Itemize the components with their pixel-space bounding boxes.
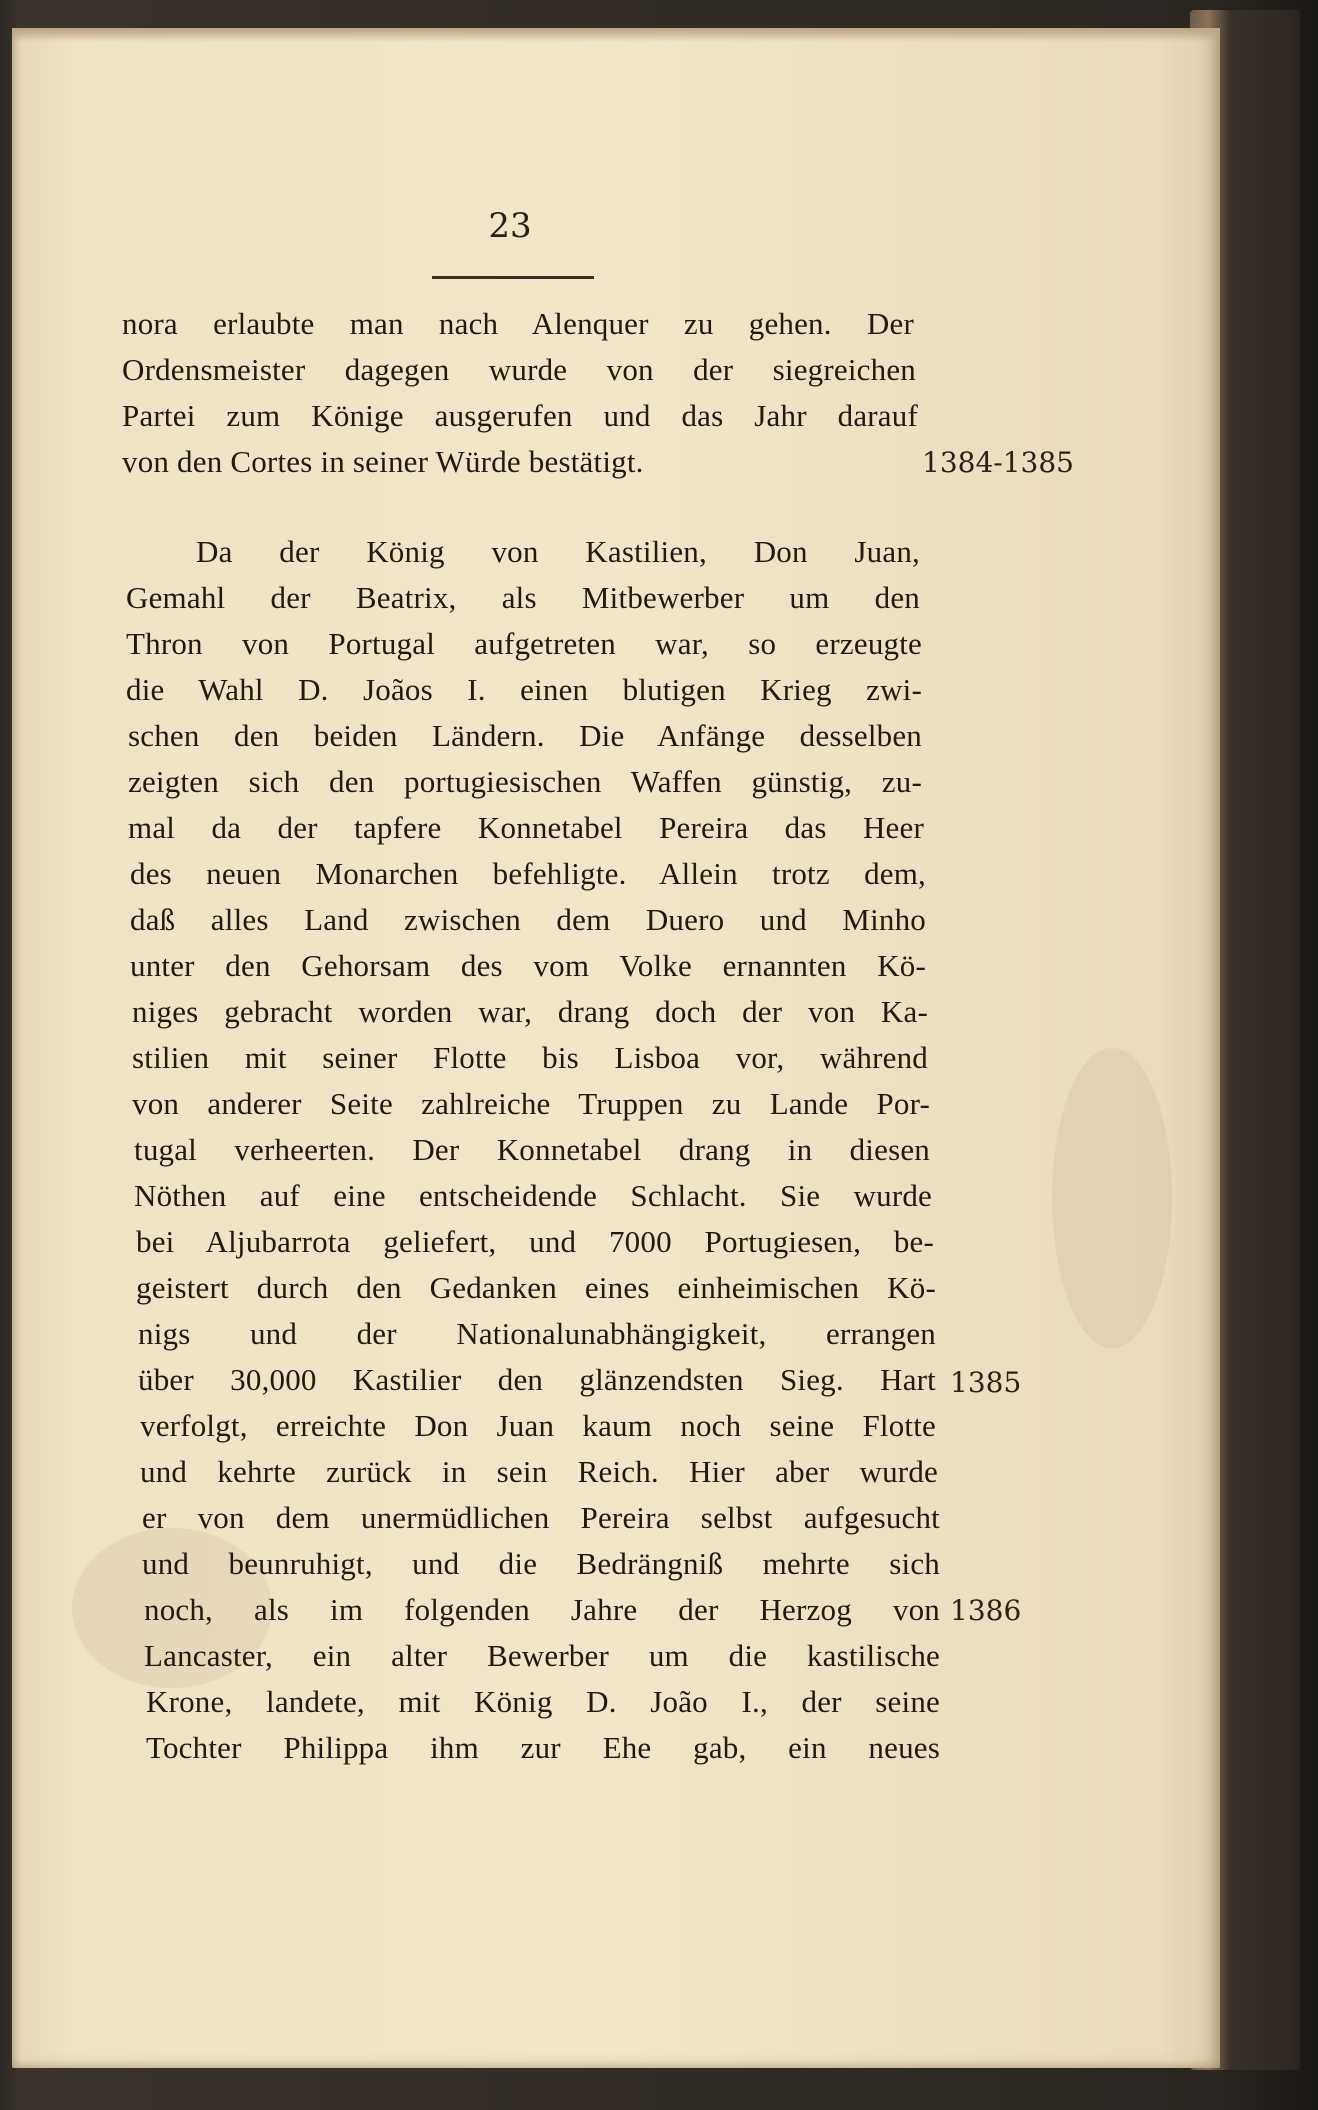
text-line: daß alles Land zwischen dem Duero und Minho (130, 902, 926, 937)
text-line: Lancaster, ein alter Bewerber um die kastilische (144, 1638, 940, 1673)
text-line: Krone, landete, mit König D. João I., der seine (146, 1684, 940, 1719)
text-line: Gemahl der Beatrix, als Mitbewerber um den (126, 580, 920, 615)
text-line: verfolgt, erreichte Don Juan kaum noch seine Flotte (140, 1408, 936, 1443)
text-line: er von dem unermüdlichen Pereira selbst aufgesucht (142, 1500, 940, 1535)
text-line: des neuen Monarchen befehligte. Allein trotz dem, (130, 856, 926, 891)
text-line: noch, als im folgenden Jahre der Herzog von (144, 1592, 940, 1627)
text-line: Da der König von Kastilien, Don Juan, (196, 534, 920, 569)
text-line: und beunruhigt, und die Bedrängniß mehrte sich (142, 1546, 940, 1581)
text-line: Nöthen auf eine entscheidende Schlacht. Sie wurde (134, 1178, 932, 1213)
margin-year-note: 1386 (950, 1594, 1022, 1627)
paper-stain (1052, 1048, 1172, 1348)
text-line: bei Aljubarrota geliefert, und 7000 Portugiesen, be- (136, 1224, 934, 1259)
text-line: über 30,000 Kastilier den glänzendsten Sieg. Hart (138, 1362, 936, 1397)
page-number: 23 (488, 206, 532, 246)
text-line: die Wahl D. Joãos I. einen blutigen Krieg zwi- (126, 672, 922, 707)
text-line: tugal verheerten. Der Konnetabel drang in diesen (134, 1132, 930, 1167)
text-line: Thron von Portugal aufgetreten war, so erzeugte (126, 626, 922, 661)
text-line: Ordensmeister dagegen wurde von der siegreichen (122, 352, 916, 387)
page-number-rule (432, 276, 594, 279)
text-line: zeigten sich den portugiesischen Waffen günstig, zu- (128, 764, 922, 799)
text-line: von anderer Seite zahlreiche Truppen zu Lande Por- (132, 1086, 930, 1121)
text-line: Partei zum Könige ausgerufen und das Jahr darauf (122, 398, 918, 433)
text-line: Tochter Philippa ihm zur Ehe gab, ein neues (146, 1730, 940, 1765)
margin-year-note: 1384-1385 (922, 446, 1074, 479)
text-line: niges gebracht worden war, drang doch der von Ka- (132, 994, 928, 1029)
text-line: stilien mit seiner Flotte bis Lisboa vor, während (132, 1040, 928, 1075)
text-line: nora erlaubte man nach Alenquer zu gehen. Der (122, 306, 914, 341)
text-line: und kehrte zurück in sein Reich. Hier aber wurde (140, 1454, 938, 1489)
page-top-edge (12, 28, 1220, 42)
text-line: von den Cortes in seiner Würde bestätigt. (122, 444, 644, 479)
text-line: nigs und der Nationalunabhängigkeit, errangen (138, 1316, 936, 1351)
text-line: mal da der tapfere Konnetabel Pereira das Heer (128, 810, 924, 845)
text-line: schen den beiden Ländern. Die Anfänge desselben (128, 718, 922, 753)
text-line: geistert durch den Gedanken eines einheimischen Kö- (136, 1270, 936, 1305)
margin-year-note: 1385 (950, 1366, 1022, 1399)
text-line: unter den Gehorsam des vom Volke ernannten Kö- (130, 948, 926, 983)
